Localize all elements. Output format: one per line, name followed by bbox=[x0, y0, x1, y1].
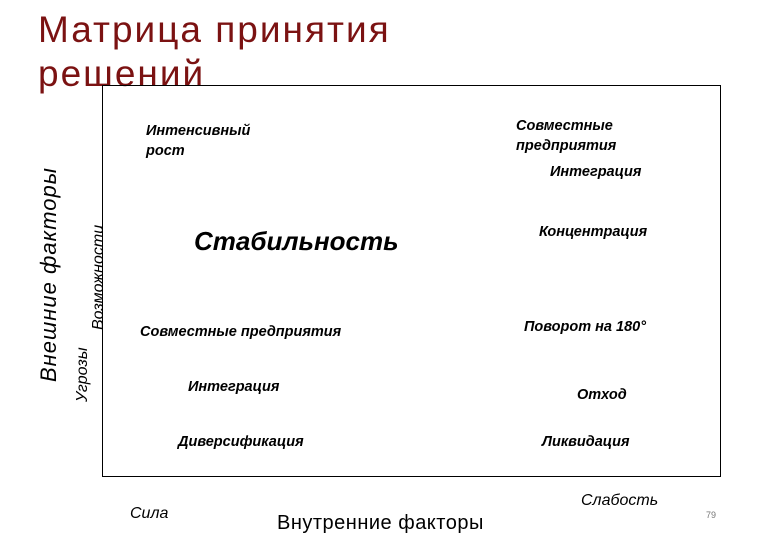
top-right-integration: Интеграция bbox=[550, 164, 642, 180]
bottom-right-turn-180: Поворот на 180° bbox=[524, 319, 647, 335]
center-stability: Стабильность bbox=[194, 226, 399, 256]
title-line-1: Матрица принятия bbox=[38, 9, 391, 50]
bottom-left-integration: Интеграция bbox=[188, 379, 280, 395]
axis-vertical-opportunities: Возможности bbox=[90, 224, 107, 330]
axis-vertical-threats: Угрозы bbox=[74, 347, 91, 402]
axis-horizontal-strength: Сила bbox=[130, 505, 169, 522]
joint-ventures-line-2: предприятия bbox=[516, 138, 617, 154]
slide-title bbox=[38, 8, 391, 96]
title-line-2: решений bbox=[38, 53, 206, 94]
axis-vertical-external-factors: Внешние факторы bbox=[36, 167, 61, 382]
bottom-right-exit: Отход bbox=[577, 387, 627, 403]
top-left-intensive-growth bbox=[146, 121, 250, 161]
page-number: 79 bbox=[706, 510, 717, 520]
axis-horizontal-internal-factors: Внутренние факторы bbox=[277, 512, 484, 534]
bottom-left-joint-ventures: Совместные предприятия bbox=[140, 324, 342, 340]
bottom-left-diversification: Диверсификация bbox=[178, 434, 304, 450]
intensive-growth-line-2: рост bbox=[146, 143, 185, 159]
top-right-concentration: Концентрация bbox=[539, 224, 648, 240]
joint-ventures-line-1: Совместные bbox=[516, 118, 613, 134]
axis-horizontal-weakness: Слабость bbox=[581, 492, 659, 509]
top-right-joint-ventures bbox=[516, 116, 616, 156]
intensive-growth-line-1: Интенсивный bbox=[146, 123, 251, 139]
bottom-right-liquidation: Ликвидация bbox=[542, 434, 630, 450]
